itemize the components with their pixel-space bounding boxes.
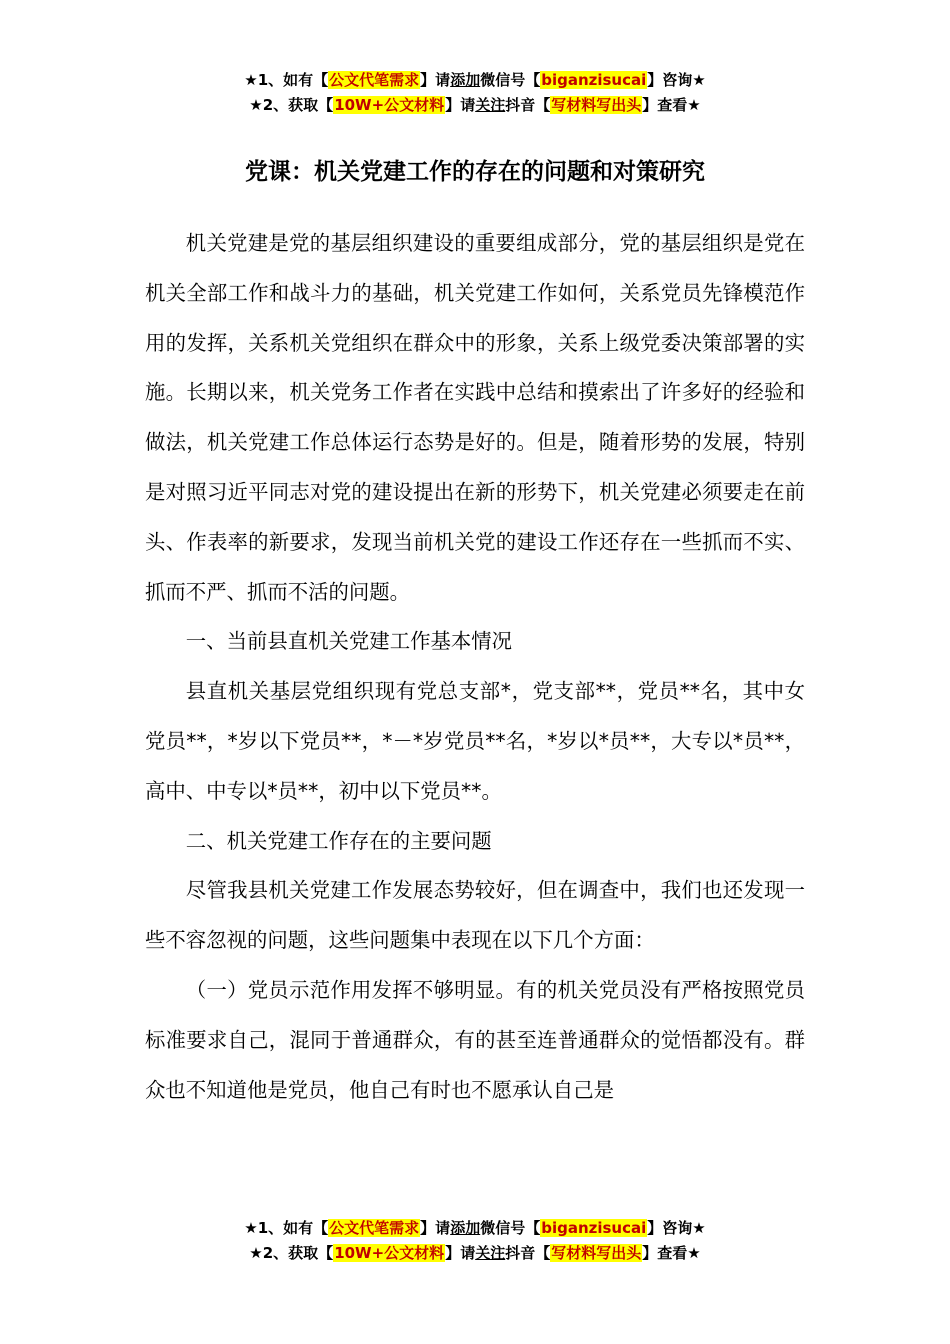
promo-text: ★2、获取【 xyxy=(249,1244,334,1262)
body-paragraph: 机关党建是党的基层组织建设的重要组成部分，党的基层组织是党在机关全部工作和战斗力的基础，机关党建工作如何，关系党员先锋模范作用的发挥，关系机关党组织在群众中的形象，关系上级党委决策部署的实施。长期以来，机关党务工作者在实践中总结和摸索出了许多好的经验和做法，机关党建工作总体运行态势是好的。但是，随着形势的发展，特别是对照习近平同志对党的建设提出在新的形势下，机关党建必须要走在前头、作表率的新要求，发现当前机关党的建设工作还存在一些抓而不实、抓而不严、抓而不活的问题。 xyxy=(145,231,805,604)
footer-promo-banner xyxy=(0,1216,950,1266)
promo-text: 】请 xyxy=(445,96,476,114)
promo-text: 】请 xyxy=(420,1219,451,1237)
document-body xyxy=(145,219,805,1115)
promo-text: 微信号【 xyxy=(480,1219,541,1237)
promo-wechat-id: biganzisucai xyxy=(541,1219,647,1237)
promo-text: 】咨询★ xyxy=(647,1219,706,1237)
document-title: 党课：机关党建工作的存在的问题和对策研究 xyxy=(245,159,705,185)
promo-highlight: 10W+公文材料 xyxy=(334,96,445,114)
body-paragraph: （一）党员示范作用发挥不够明显。有的机关党员没有严格按照党员标准要求自己，混同于普通群众，有的甚至连普通群众的觉悟都没有。群众也不知道他是党员，他自己有时也不愿承认自己是 xyxy=(145,977,805,1102)
promo-wechat-id: biganzisucai xyxy=(541,71,647,89)
section-heading: 一、当前县直机关党建工作基本情况 xyxy=(185,629,513,654)
promo-emphasis: 添加 xyxy=(450,71,481,89)
promo-highlight: 公文代笔需求 xyxy=(329,71,420,89)
promo-text: 抖音【 xyxy=(505,1244,551,1262)
promo-emphasis: 关注 xyxy=(475,1244,506,1262)
promo-text: 抖音【 xyxy=(505,96,551,114)
promo-line-1 xyxy=(0,1216,950,1241)
promo-line-1 xyxy=(0,68,950,93)
promo-highlight: 公文代笔需求 xyxy=(329,1219,420,1237)
promo-emphasis: 关注 xyxy=(475,96,506,114)
promo-emphasis: 添加 xyxy=(450,1219,481,1237)
body-paragraph: 县直机关基层党组织现有党总支部*，党支部**，党员**名，其中女党员**，*岁以下党员**，*－*岁党员**名，*岁以*员**，大专以*员**，高中、中专以*员**，初中以下党员**。 xyxy=(145,679,805,803)
promo-line-2 xyxy=(0,1241,950,1266)
section-heading: 二、机关党建工作存在的主要问题 xyxy=(185,828,492,853)
promo-douyin-id: 写材料写出头 xyxy=(551,1244,642,1262)
promo-text: 】咨询★ xyxy=(647,71,706,89)
promo-douyin-id: 写材料写出头 xyxy=(551,96,642,114)
promo-text: 微信号【 xyxy=(480,71,541,89)
promo-text: ★1、如有【 xyxy=(244,71,329,89)
promo-text: 】查看★ xyxy=(642,1244,701,1262)
promo-text: ★1、如有【 xyxy=(244,1219,329,1237)
promo-text: 】请 xyxy=(445,1244,476,1262)
promo-line-2 xyxy=(0,93,950,118)
body-paragraph: 尽管我县机关党建工作发展态势较好，但在调查中，我们也还发现一些不容忽视的问题，这些问题集中表现在以下几个方面： xyxy=(145,878,805,953)
promo-highlight: 10W+公文材料 xyxy=(334,1244,445,1262)
promo-text: ★2、获取【 xyxy=(249,96,334,114)
header-promo-banner xyxy=(0,68,950,118)
promo-text: 】请 xyxy=(420,71,451,89)
promo-text: 】查看★ xyxy=(642,96,701,114)
